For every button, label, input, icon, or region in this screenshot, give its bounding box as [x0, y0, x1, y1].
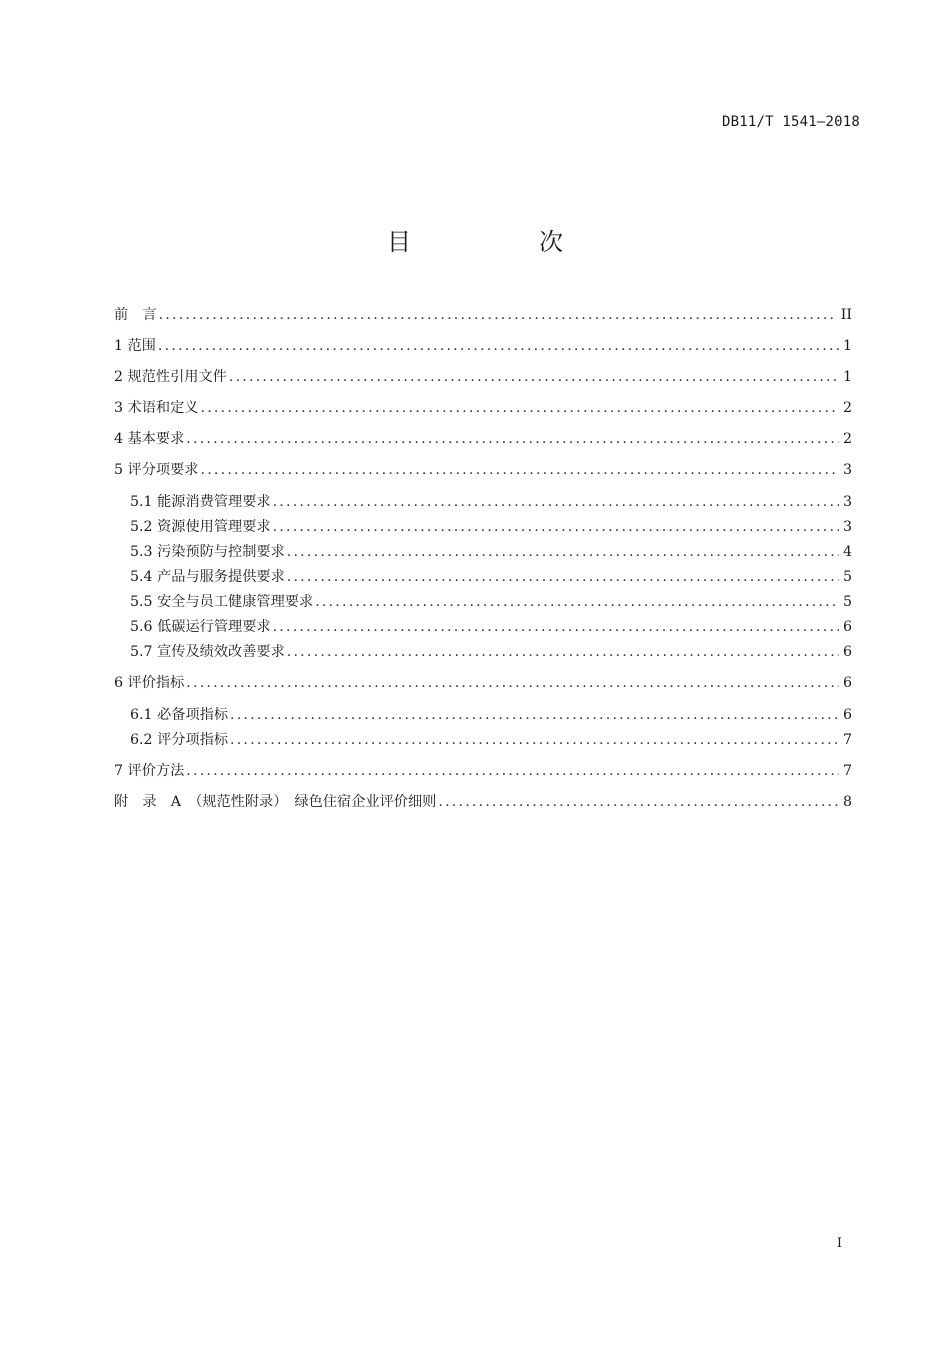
toc-entry-page: 5 — [842, 569, 852, 585]
toc-entry-page: 2 — [842, 400, 852, 416]
toc-subentry[interactable] — [114, 591, 852, 615]
toc-entry-label: 附 录 A （规范性附录） 绿色住宿企业评价细则 — [114, 794, 437, 810]
toc-leader-dots — [186, 763, 839, 779]
toc-entry-page: 7 — [842, 763, 852, 779]
toc-subentry[interactable] — [114, 641, 852, 665]
toc-entry-label: 5.2 资源使用管理要求 — [130, 519, 271, 535]
toc-leader-dots — [273, 519, 839, 535]
toc-title: 目 次 — [387, 228, 615, 256]
page-number: I — [836, 1236, 842, 1251]
toc-entry-page: 3 — [842, 494, 852, 510]
toc-entry-label: 5.6 低碳运行管理要求 — [130, 619, 271, 635]
toc-entry-label: 5.3 污染预防与控制要求 — [130, 544, 285, 560]
toc-leader-dots — [273, 494, 839, 510]
toc-entry-page: 8 — [842, 794, 852, 810]
toc-entry[interactable] — [114, 397, 852, 421]
toc-leader-dots — [229, 369, 839, 385]
toc-entry-label: 7 评价方法 — [114, 763, 185, 779]
toc-entry-label: 5.5 安全与员工健康管理要求 — [130, 594, 314, 610]
toc-entry-page: 5 — [842, 594, 852, 610]
toc-leader-dots — [158, 338, 839, 354]
toc-entry-page: 6 — [842, 644, 852, 660]
toc-entry-label: 前 言 — [114, 307, 157, 323]
toc-leader-dots — [186, 431, 839, 447]
toc-leader-dots — [230, 707, 839, 723]
table-of-contents — [114, 304, 852, 815]
toc-entry-label: 6 评价指标 — [114, 675, 185, 691]
toc-leader-dots — [186, 675, 839, 691]
toc-entry-page: 7 — [842, 732, 852, 748]
toc-entry-label: 1 范围 — [114, 338, 156, 354]
toc-leader-dots — [230, 732, 839, 748]
toc-entry-label: 6.2 评分项指标 — [130, 732, 229, 748]
toc-entry-label: 5.7 宣传及绩效改善要求 — [130, 644, 285, 660]
toc-subentry[interactable] — [114, 491, 852, 515]
toc-entry[interactable] — [114, 760, 852, 784]
toc-entry-page: 1 — [842, 338, 852, 354]
toc-entry-page: 3 — [842, 462, 852, 478]
toc-entry-label: 3 术语和定义 — [114, 400, 199, 416]
toc-entry-page: 4 — [842, 544, 852, 560]
toc-subentry[interactable] — [114, 704, 852, 728]
toc-entry-label: 5 评分项要求 — [114, 462, 199, 478]
toc-entry-label: 5.1 能源消费管理要求 — [130, 494, 271, 510]
toc-entry[interactable] — [114, 428, 852, 452]
toc-subentry[interactable] — [114, 616, 852, 640]
toc-entry-label: 2 规范性引用文件 — [114, 369, 227, 385]
toc-subentry[interactable] — [114, 516, 852, 540]
toc-entry-page: 2 — [842, 431, 852, 447]
toc-entry-page: 6 — [842, 707, 852, 723]
toc-leader-dots — [438, 794, 839, 810]
toc-leader-dots — [287, 644, 839, 660]
toc-entry-label: 4 基本要求 — [114, 431, 185, 447]
toc-leader-dots — [287, 544, 839, 560]
toc-entry-page: 6 — [842, 619, 852, 635]
toc-leader-dots — [200, 462, 838, 478]
toc-leader-dots — [287, 569, 839, 585]
toc-leader-dots — [159, 307, 837, 323]
toc-leader-dots — [273, 619, 839, 635]
toc-entry-label: 6.1 必备项指标 — [130, 707, 229, 723]
toc-entry-page: 1 — [842, 369, 852, 385]
toc-leader-dots — [315, 594, 839, 610]
toc-entry-label: 5.4 产品与服务提供要求 — [130, 569, 285, 585]
toc-subentry[interactable] — [114, 566, 852, 590]
document-code: DB11/T 1541—2018 — [721, 114, 860, 130]
toc-entry-page: 6 — [842, 675, 852, 691]
toc-entry[interactable] — [114, 459, 852, 483]
toc-entry[interactable] — [114, 672, 852, 696]
toc-leader-dots — [200, 400, 838, 416]
toc-entry[interactable] — [114, 335, 852, 359]
toc-subentry[interactable] — [114, 729, 852, 753]
toc-entry-page: 3 — [842, 519, 852, 535]
toc-entry[interactable] — [114, 304, 852, 328]
toc-subentry[interactable] — [114, 541, 852, 565]
toc-entry-page: II — [840, 307, 852, 323]
toc-entry-appendix[interactable] — [114, 791, 852, 815]
toc-entry[interactable] — [114, 366, 852, 390]
